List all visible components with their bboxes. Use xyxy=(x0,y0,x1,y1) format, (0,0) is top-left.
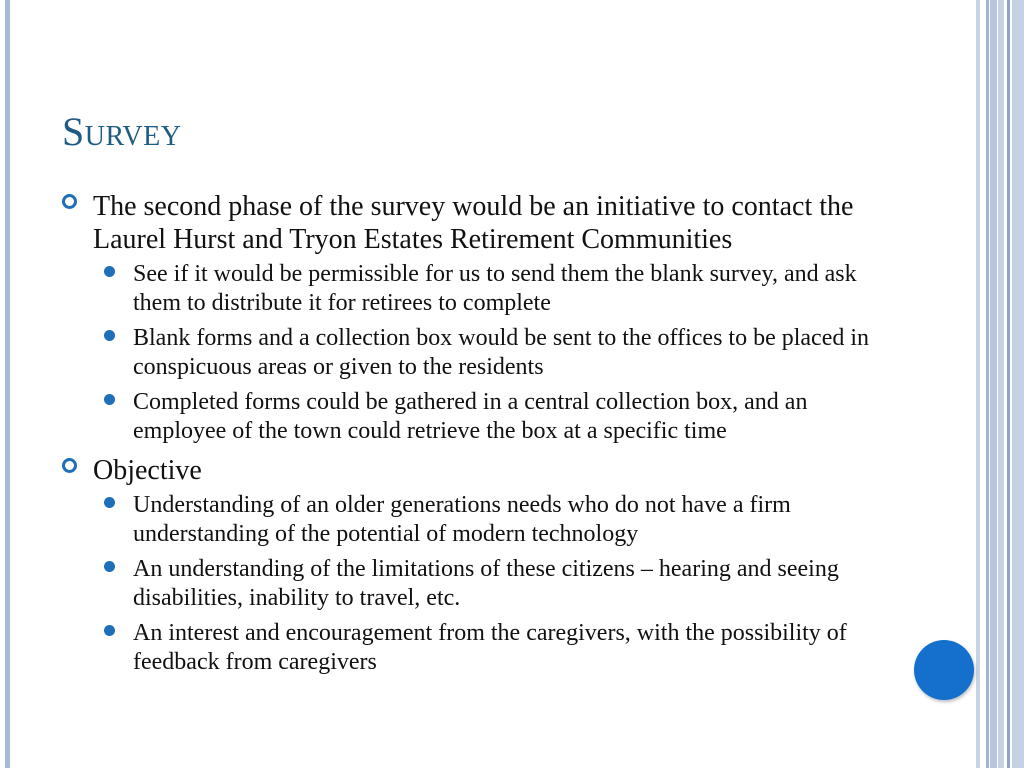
sub-bullet-item xyxy=(93,491,892,549)
sub-bullet-item xyxy=(93,555,892,613)
right-stripe xyxy=(998,0,1004,768)
bullet-item xyxy=(62,190,892,256)
sub-bullet-text: Understanding of an older generations needs who do not have a firm understanding of the potential of modern technology xyxy=(133,492,791,547)
right-stripe xyxy=(976,0,980,768)
sub-bullet-text: See if it would be permissible for us to send them the blank survey, and ask them to distribute it for retirees to complete xyxy=(133,261,857,316)
sub-bullet-text: Completed forms could be gathered in a central collection box, and an employee of the town could retrieve the box at a specific time xyxy=(133,389,808,444)
sub-bullet-item xyxy=(93,619,892,677)
sub-bullet-item xyxy=(93,260,892,318)
hollow-circle-bullet-icon xyxy=(62,194,77,209)
filled-dot-bullet-icon xyxy=(104,561,115,572)
bullet-text: Objective xyxy=(93,455,202,486)
right-stripe xyxy=(986,0,989,768)
sub-bullet-text: An interest and encouragement from the caregivers, with the possibility of feedback from caregivers xyxy=(133,620,847,675)
slide-body xyxy=(62,190,892,683)
circle-button-icon[interactable] xyxy=(914,640,974,700)
filled-dot-bullet-icon xyxy=(104,266,115,277)
sub-bullet-text: Blank forms and a collection box would be sent to the offices to be placed in conspicuous areas or given to the residents xyxy=(133,325,870,380)
right-stripe xyxy=(1007,0,1010,768)
bullet-text: The second phase of the survey would be an initiative to contact the Laurel Hurst and Tryon Estates Retirement Communities xyxy=(93,191,854,255)
bullet-item xyxy=(62,454,892,487)
sub-bullet-item xyxy=(93,388,892,446)
sub-bullet-list xyxy=(62,491,892,677)
slide-title: Survey xyxy=(62,109,182,154)
sub-bullet-item xyxy=(93,324,892,382)
hollow-circle-bullet-icon xyxy=(62,458,77,473)
right-stripe xyxy=(990,0,997,768)
filled-dot-bullet-icon xyxy=(104,625,115,636)
right-stripe xyxy=(1012,0,1024,768)
filled-dot-bullet-icon xyxy=(104,394,115,405)
sub-bullet-list xyxy=(62,260,892,446)
sub-bullet-text: An understanding of the limitations of these citizens – hearing and seeing disabilities, inability to travel, etc. xyxy=(133,556,839,611)
filled-dot-bullet-icon xyxy=(104,497,115,508)
left-border-line xyxy=(5,0,10,768)
filled-dot-bullet-icon xyxy=(104,330,115,341)
